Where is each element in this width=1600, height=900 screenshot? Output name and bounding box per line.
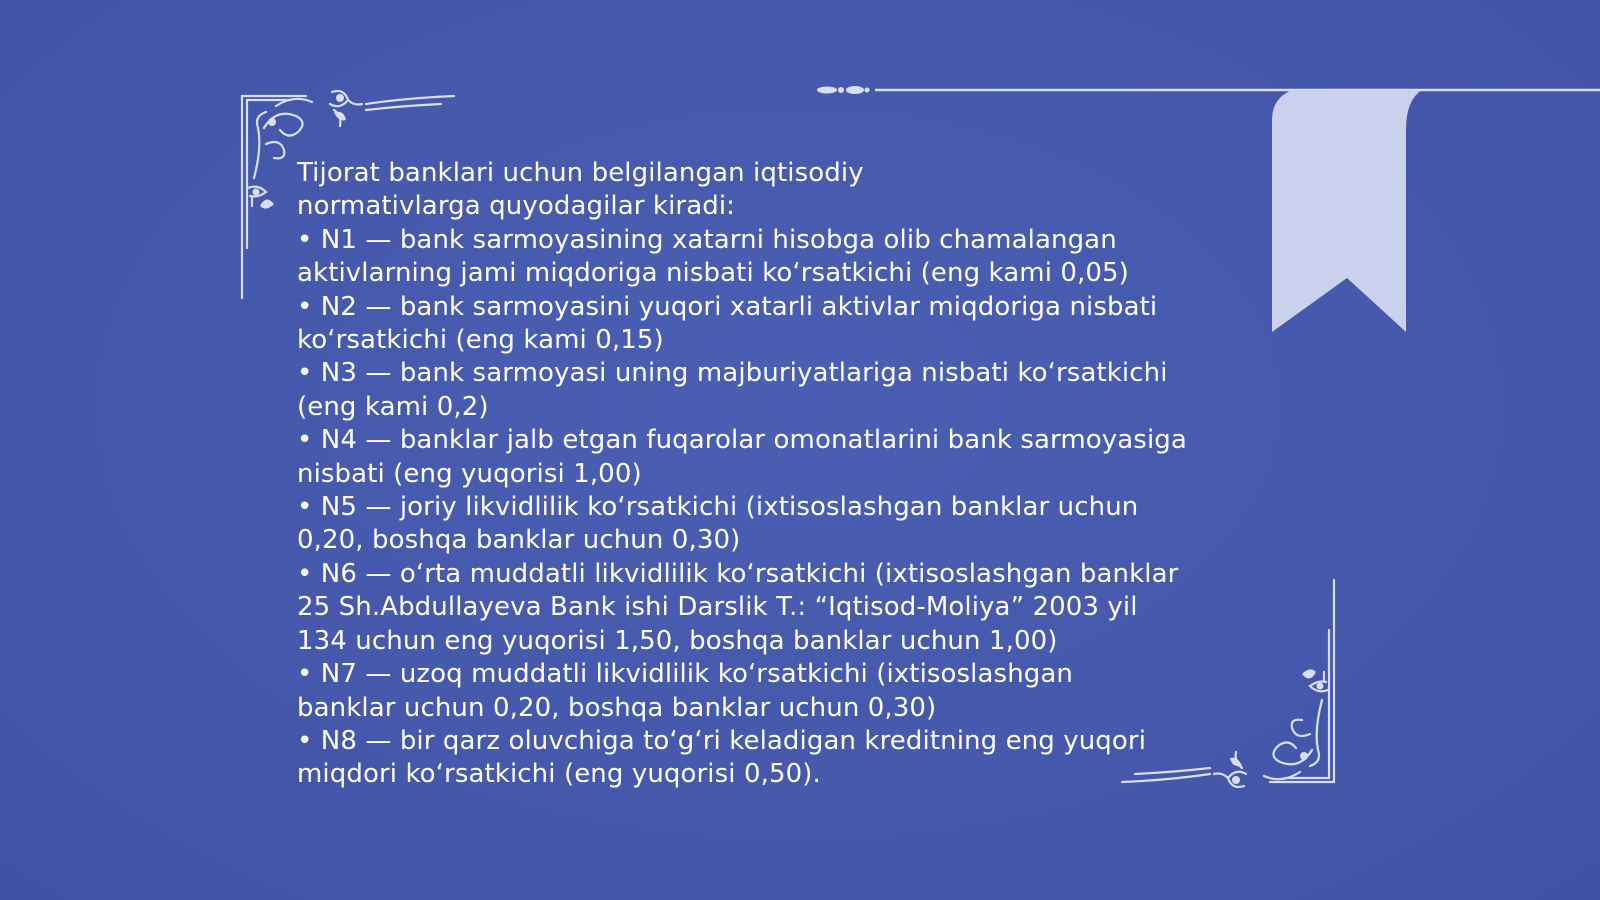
- bullet-n4-line-2: nisbati (eng yuqorisi 1,00): [297, 458, 642, 489]
- text-line-intro-2: normativlarga quyodagilar kiradi:: [297, 191, 736, 222]
- bullet-n1-line-1: • N1 — bank sarmoyasining xatarni hisobga olib chamalangan: [297, 224, 1117, 255]
- bullet-n7-line-1: • N7 — uzoq muddatli likvidlilik ko‘rsatkichi (ixtisoslashgan: [297, 659, 1073, 690]
- bullet-n5-line-2: 0,20, boshqa banklar uchun 0,30): [297, 525, 741, 556]
- bullet-n2-line-1: • N2 — bank sarmoyasini yuqori xatarli aktivlar miqdoriga nisbati: [297, 291, 1158, 322]
- slide-body-text: [297, 157, 1197, 792]
- bullet-n6-line-3: 134 uchun eng yuqorisi 1,50, boshqa banklar uchun 1,00): [297, 625, 1058, 656]
- bullet-n1-line-2: aktivlarning jami miqdoriga nisbati ko‘rsatkichi (eng kami 0,05): [297, 258, 1129, 289]
- bullet-n3-line-1: • N3 — bank sarmoyasi uning majburiyatlariga nisbati ko‘rsatkichi: [297, 358, 1168, 389]
- bullet-n3-line-2: (eng kami 0,2): [297, 391, 489, 422]
- top-decorative-divider: [815, 82, 1600, 98]
- bullet-n5-line-1: • N5 — joriy likvidlilik ko‘rsatkichi (ixtisoslashgan banklar uchun: [297, 492, 1139, 523]
- bullet-n4-line-1: • N4 — banklar jalb etgan fuqarolar omonatlarini bank sarmoyasiga: [297, 425, 1187, 456]
- bullet-n7-line-2: banklar uchun 0,20, boshqa banklar uchun 0,30): [297, 692, 937, 723]
- bullet-n6-line-1: • N6 — o‘rta muddatli likvidlilik ko‘rsatkichi (ixtisoslashgan banklar: [297, 558, 1179, 589]
- bullet-n6-line-2: 25 Sh.Abdullayeva Bank ishi Darslik T.: “Iqtisod-Moliya” 2003 yil: [297, 592, 1138, 623]
- bullet-n8-line-1: • N8 — bir qarz oluvchiga to‘g‘ri keladigan kreditning eng yuqori: [297, 725, 1147, 756]
- text-line-intro-1: Tijorat banklari uchun belgilangan iqtisodiy: [297, 158, 864, 188]
- bookmark-ribbon-icon: [1272, 90, 1432, 332]
- bullet-n2-line-2: ko‘rsatkichi (eng kami 0,15): [297, 325, 664, 356]
- bullet-n8-line-2: miqdori ko‘rsatkichi (eng yuqorisi 0,50).: [297, 759, 821, 790]
